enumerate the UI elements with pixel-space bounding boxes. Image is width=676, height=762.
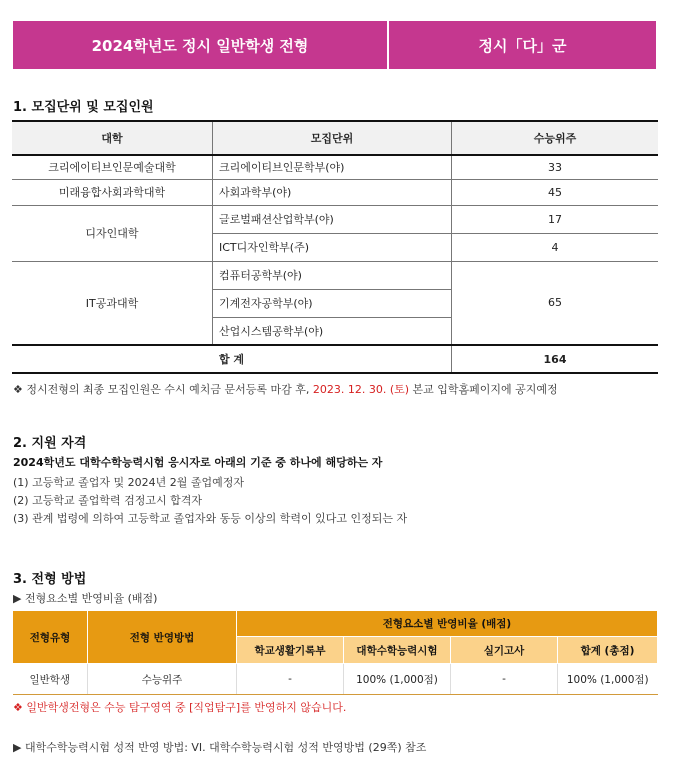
total-row xyxy=(12,345,658,373)
section2-heading: 2. 지원 자격 xyxy=(13,436,87,451)
unit-cell: 컴퓨터공학부(야) xyxy=(213,261,452,289)
college-cell: 크리에이티브인문예술대학 xyxy=(12,155,213,179)
col-header-total: 합계 (총점) xyxy=(558,637,658,664)
method-cell: 수능위주 xyxy=(88,664,237,695)
banner-group: 정시「다」군 xyxy=(478,36,567,55)
col-header-csat: 대학수학능력시험 xyxy=(344,637,451,664)
recruitment-note xyxy=(13,381,558,397)
csat-cell: 100% (1,000점) xyxy=(344,664,451,695)
ratio-subheading: ▶ 전형요소별 반영비율 (배점) xyxy=(13,592,158,605)
total-cell: 100% (1,000점) xyxy=(558,664,658,695)
col-header-college: 대학 xyxy=(12,121,213,155)
type-cell: 일반학생 xyxy=(13,664,88,695)
school-record-cell: - xyxy=(237,664,344,695)
count-cell: 4 xyxy=(452,233,659,261)
col-header-ratio-group: 전형요소별 반영비율 (배점) xyxy=(237,611,658,637)
table-row xyxy=(12,261,658,289)
unit-cell: 크리에이티브인문학부(야) xyxy=(213,155,452,179)
col-header-unit: 모집단위 xyxy=(213,121,452,155)
csat-reference: ▶ 대학수학능력시험 성적 반영 방법: VI. 대학수학능력시험 성적 반영방법 (29쪽) 참조 xyxy=(13,741,427,754)
banner-title: 2024학년도 정시 일반학생 전형 xyxy=(91,36,309,55)
col-header-type: 전형유형 xyxy=(13,611,88,664)
note-date: 2023. 12. 30. (토) xyxy=(312,383,410,396)
unit-cell: 기계전자공학부(야) xyxy=(213,289,452,317)
count-cell: 65 xyxy=(452,261,659,345)
recruitment-table xyxy=(12,120,658,374)
col-header-school-record: 학교생활기록부 xyxy=(237,637,344,664)
college-cell: 미래융합사회과학대학 xyxy=(12,179,213,205)
eligibility-item: (1) 고등학교 졸업자 및 2024년 2월 졸업예정자 xyxy=(13,476,244,489)
total-label: 합 계 xyxy=(12,345,452,373)
unit-cell: 사회과학부(야) xyxy=(213,179,452,205)
eligibility-lead: 2024학년도 대학수학능력시험 응시자로 아래의 기준 중 하나에 해당하는 자 xyxy=(13,456,383,469)
total-value: 164 xyxy=(452,345,659,373)
selection-method-table xyxy=(12,610,658,695)
count-cell: 45 xyxy=(452,179,659,205)
note-prefix: ❖ 정시전형의 최종 모집인원은 수시 예치금 문서등록 마감 후, xyxy=(13,383,310,396)
count-cell: 17 xyxy=(452,205,659,233)
eligibility-item: (3) 관계 법령에 의하여 고등학교 졸업자와 동등 이상의 학력이 있다고 인정되는 자 xyxy=(13,512,408,525)
table-row xyxy=(12,205,658,233)
count-cell: 33 xyxy=(452,155,659,179)
college-cell: IT공과대학 xyxy=(12,261,213,345)
title-banner xyxy=(13,21,656,69)
table-row xyxy=(12,179,658,205)
col-header-practical: 실기고사 xyxy=(451,637,558,664)
section3-heading: 3. 전형 방법 xyxy=(13,572,87,587)
note-suffix: 본교 입학홈페이지에 공지예정 xyxy=(412,383,558,396)
unit-cell: ICT디자인학부(주) xyxy=(213,233,452,261)
col-header-method: 전형 반영방법 xyxy=(88,611,237,664)
unit-cell: 글로벌패션산업학부(야) xyxy=(213,205,452,233)
col-header-count: 수능위주 xyxy=(452,121,659,155)
table-row xyxy=(12,155,658,179)
eligibility-item: (2) 고등학교 졸업학력 검정고시 합격자 xyxy=(13,494,202,507)
unit-cell: 산업시스템공학부(야) xyxy=(213,317,452,345)
practical-cell: - xyxy=(451,664,558,695)
section1-heading: 1. 모집단위 및 모집인원 xyxy=(13,100,154,115)
table-row xyxy=(13,664,658,695)
college-cell: 디자인대학 xyxy=(12,205,213,261)
csat-note: ❖ 일반학생전형은 수능 탐구영역 중 [직업탐구]를 반영하지 않습니다. xyxy=(13,701,347,714)
